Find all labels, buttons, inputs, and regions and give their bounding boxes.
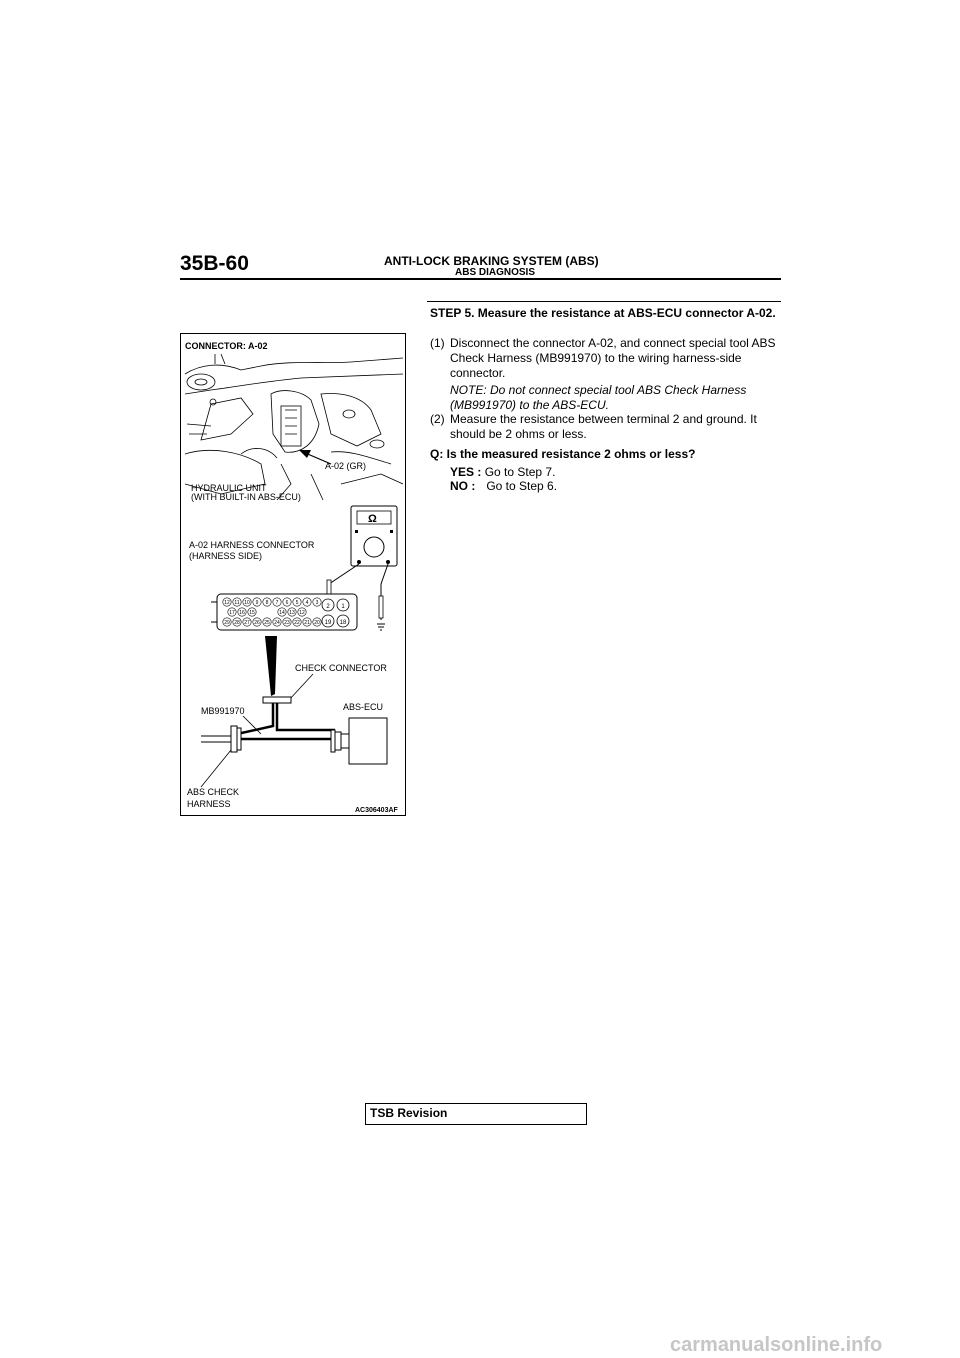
connector-pin-label: 24 [274,620,280,626]
pin-19-label: 19 [324,620,332,626]
answer-yes [450,465,555,479]
arrow-head-icon [299,450,311,458]
connector-pin-label: 4 [305,600,309,606]
answer-no-label: NO : [450,479,476,493]
engine-bay-drawing [185,354,403,500]
check-harness-leader [201,750,231,787]
answer-yes-text: Go to Step 7. [484,465,556,479]
connector-pin-label: 12 [224,600,230,606]
connector-callout-label: A-02 (GR) [325,461,367,471]
answer-yes-label: YES : [450,465,482,479]
check-harness-label: ABS CHECK [187,787,240,797]
pin-18-label: 18 [339,620,347,626]
watermark: carmanualsonline.info [670,1334,883,1356]
ground-icon [377,624,385,630]
connector-pin-label: 25 [264,620,270,626]
item-number: (2) [430,412,445,426]
connector-pin-label: 10 [244,600,250,606]
connector-pin-label: 16 [239,610,245,616]
step-rule [427,301,781,302]
check-connector-label: CHECK CONNECTOR [295,663,387,673]
item-number: (1) [430,336,445,350]
procedure-item-1 [430,336,780,381]
pin-2-label: 2 [326,604,330,610]
tool-number-label: MB991970 [201,706,245,716]
connector-pin-label: 29 [224,620,230,626]
connector-pin-label: 9 [255,600,259,606]
header-rule [180,278,781,280]
check-connector-leader [289,674,313,700]
connector-title: CONNECTOR: A-02 [185,341,268,351]
connector-pin-label: 3 [315,600,319,606]
connector-face-drawing [211,594,357,630]
connector-pin-label: 12 [299,610,305,616]
connector-pin-label: 27 [244,620,250,626]
procedure-note: NOTE: Do not connect special tool ABS Check Harness (MB991970) to the ABS-ECU. [450,383,747,412]
pin-1-label: 1 [341,604,345,610]
connector-pin-label: 14 [279,610,285,616]
ohmmeter-icon [351,506,397,566]
figure-illustration [181,334,407,817]
connector-pin-label: 21 [304,620,310,626]
tsb-revision-label: TSB Revision [370,1106,448,1120]
connector-pin-label: 7 [275,600,279,606]
hydraulic-unit-label: HYDRAULIC UNIT [191,483,267,493]
hydraulic-unit-sublabel: (WITH BUILT-IN ABS-ECU) [191,492,301,502]
harness-connector-sublabel: (HARNESS SIDE) [189,551,263,561]
abs-ecu-label: ABS-ECU [343,702,384,712]
item-text: Measure the resistance between terminal 2 and ground. It should be 2 ohms or less. [450,412,757,441]
connector-pin-label: 22 [294,620,300,626]
connector-pin-label: 13 [289,610,295,616]
question: Q: Is the measured resistance 2 ohms or less? [430,447,696,461]
test-lead-red [329,564,359,598]
item-text: Disconnect the connector A-02, and connect special tool ABS Check Harness (MB991970) to the wiring harness-side connector. [450,336,776,380]
step-heading: STEP 5. Measure the resistance at ABS-ECU connector A-02. [430,306,776,320]
connector-pin-label: 17 [229,610,235,616]
procedure-item-2 [430,412,780,442]
connector-pin-label: 28 [234,620,240,626]
connector-pin-label: 20 [314,620,320,626]
answer-no-text: Go to Step 6. [486,479,558,493]
connector-pin-label: 5 [295,600,299,606]
connector-pin-label: 15 [249,610,255,616]
connector-pin-label: 26 [254,620,260,626]
connector-pin-label: 6 [285,600,289,606]
section-title: ANTI-LOCK BRAKING SYSTEM (ABS) [384,254,599,268]
connector-pin-label: 11 [234,600,240,606]
pointer-wedge-icon [265,636,277,696]
connector-pin-label: 23 [284,620,290,626]
connector-pin-label: 8 [265,600,269,606]
connector-figure [180,333,406,816]
section-subtitle: ABS DIAGNOSIS [455,267,536,278]
ohm-symbol: Ω [368,513,377,525]
figure-code: AC306403AF [355,807,398,814]
answer-no [450,479,557,493]
page-number: 35B-60 [180,252,249,275]
check-harness-sublabel: HARNESS [187,799,231,809]
harness-connector-label: A-02 HARNESS CONNECTOR [189,540,315,550]
